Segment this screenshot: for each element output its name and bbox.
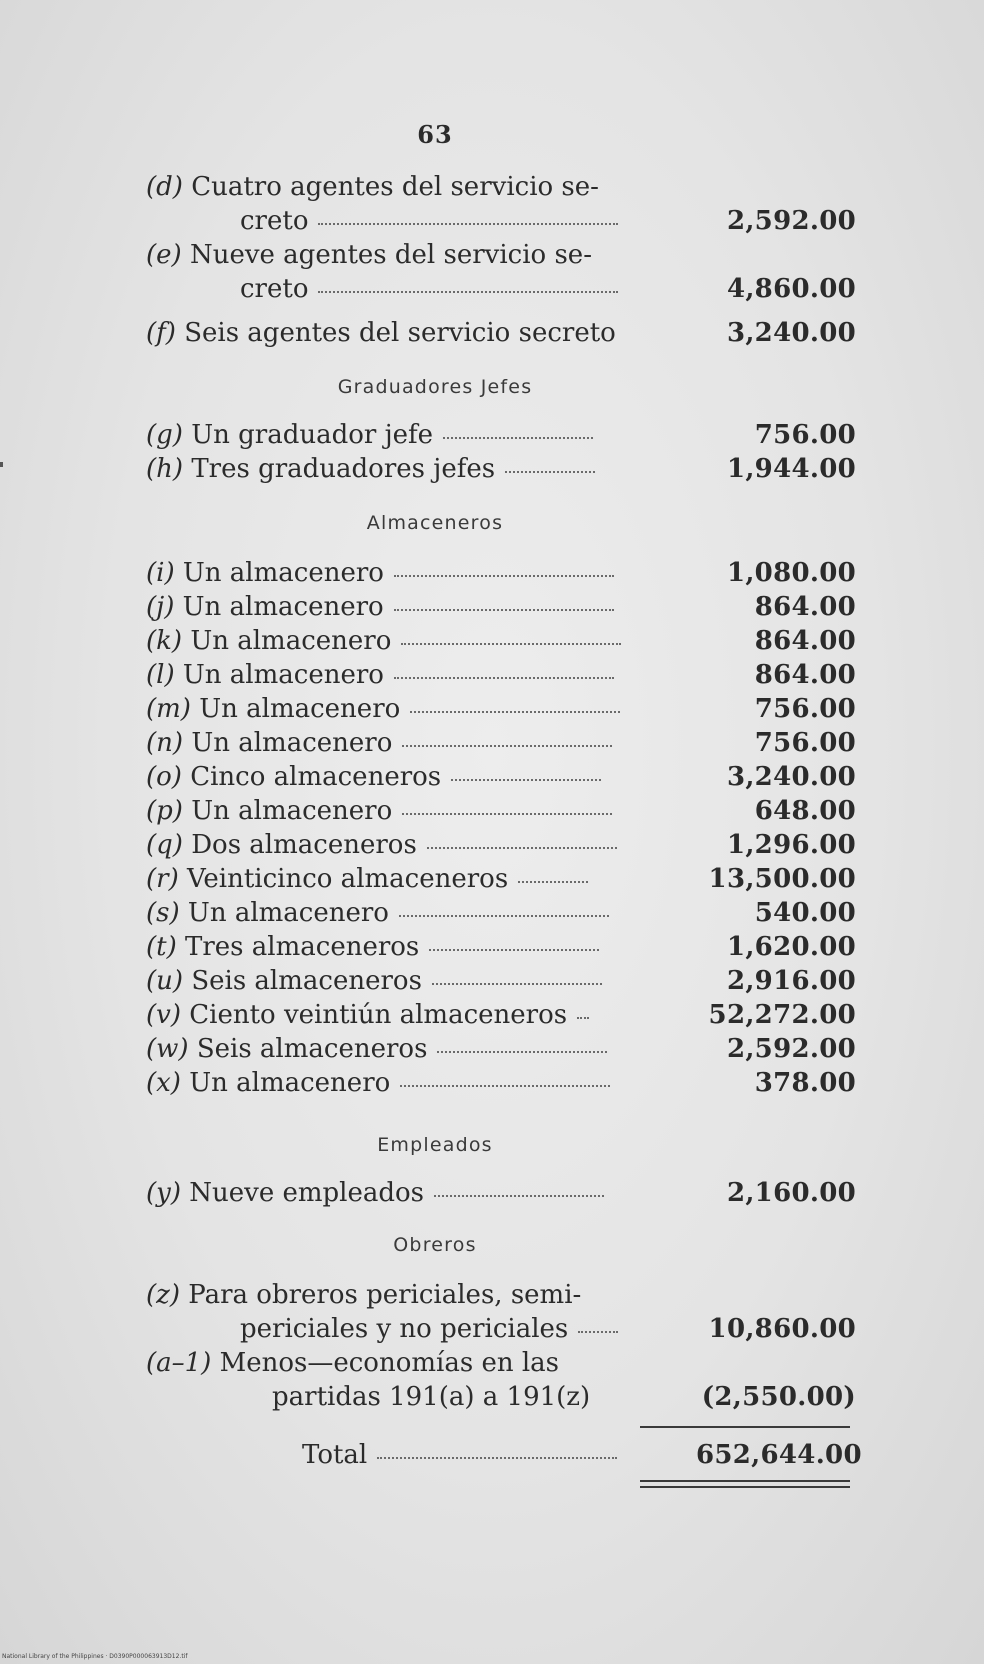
dot-leader xyxy=(401,643,621,645)
entry-amount: 648.00 xyxy=(754,796,856,826)
dot-leader xyxy=(437,1051,607,1053)
entry-amount: 378.00 xyxy=(754,1068,856,1098)
page-number: 63 xyxy=(417,120,453,149)
entry-s xyxy=(146,896,856,930)
entry-description-line-1: Cuatro agentes del servicio se- xyxy=(191,172,599,202)
entry-description-line-2: partidas 191(a) a 191(z) xyxy=(272,1382,591,1412)
entry-amount: 756.00 xyxy=(754,420,856,450)
entry-amount: 2,916.00 xyxy=(726,966,856,996)
entry-amount: 864.00 xyxy=(754,626,856,656)
dot-leader xyxy=(394,609,614,611)
entry-j xyxy=(146,590,856,624)
entry-m xyxy=(146,692,856,726)
entry-letter: (q) xyxy=(146,830,183,860)
section-heading-graduadores: Graduadores Jefes xyxy=(337,376,533,398)
entry-description: Tres graduadores jefes xyxy=(191,454,496,484)
entry-letter: (g) xyxy=(146,420,183,450)
entry-letter: (z) xyxy=(146,1280,180,1310)
entry-amount: 1,944.00 xyxy=(726,454,856,484)
entry-d xyxy=(146,170,856,238)
entry-description: Un almacenero xyxy=(190,626,392,656)
entry-v xyxy=(146,998,856,1032)
entry-t xyxy=(146,930,856,964)
entry-description-line-1: Nueve agentes del servicio se- xyxy=(189,240,592,270)
entry-letter: (x) xyxy=(146,1068,181,1098)
entry-description: Un almacenero xyxy=(199,694,401,724)
entry-k xyxy=(146,624,856,658)
entry-amount: 2,592.00 xyxy=(726,1034,856,1064)
entry-letter: (j) xyxy=(146,592,175,622)
entry-f xyxy=(146,316,856,350)
entry-q xyxy=(146,828,856,862)
entry-description: Un almacenero xyxy=(182,558,384,588)
total-label: Total xyxy=(302,1440,368,1470)
entry-letter: (r) xyxy=(146,864,179,894)
section-heading-empleados: Empleados xyxy=(377,1134,493,1156)
entry-description: Un almacenero xyxy=(187,898,389,928)
dot-leader xyxy=(410,711,620,713)
entry-description: Un almacenero xyxy=(189,1068,391,1098)
entry-description: Ciento veintiún almaceneros xyxy=(189,1000,568,1030)
dot-leader xyxy=(518,881,588,883)
dot-leader xyxy=(432,983,602,985)
entry-amount: (2,550.00) xyxy=(701,1382,856,1412)
entry-a-1 xyxy=(146,1346,856,1414)
entry-letter: (a–1) xyxy=(146,1348,212,1378)
dot-leader xyxy=(318,291,618,293)
entry-description-line-2: creto xyxy=(240,206,309,236)
entry-letter: (p) xyxy=(146,796,183,826)
entry-letter: (m) xyxy=(146,694,191,724)
entry-letter: (i) xyxy=(146,558,175,588)
entry-h xyxy=(146,452,856,486)
entry-g xyxy=(146,418,856,452)
entry-u xyxy=(146,964,856,998)
total-amount: 652,644.00 xyxy=(696,1440,862,1470)
scan-footer: National Library of the Philippines · D0390P000063913D12.tif xyxy=(2,1653,188,1660)
entry-description: Seis almaceneros xyxy=(196,1034,428,1064)
dot-leader xyxy=(427,847,617,849)
entry-amount: 756.00 xyxy=(754,728,856,758)
entry-l xyxy=(146,658,856,692)
entry-amount: 2,160.00 xyxy=(726,1178,856,1208)
entry-description: Un almacenero xyxy=(191,728,393,758)
entry-letter: (h) xyxy=(146,454,184,484)
dot-leader xyxy=(402,745,612,747)
dot-leader xyxy=(505,471,595,473)
entry-letter: (y) xyxy=(146,1178,181,1208)
subtotal-rule xyxy=(640,1426,850,1428)
total-double-rule xyxy=(640,1480,850,1488)
entry-letter: (l) xyxy=(146,660,175,690)
entry-amount: 3,240.00 xyxy=(726,318,856,348)
entry-letter: (d) xyxy=(146,172,183,202)
entry-amount: 864.00 xyxy=(754,592,856,622)
entry-description: Dos almaceneros xyxy=(191,830,417,860)
entry-description: Seis almaceneros xyxy=(191,966,422,996)
entry-letter: (w) xyxy=(146,1034,189,1064)
entry-r xyxy=(146,862,856,896)
dot-leader xyxy=(434,1195,604,1197)
dot-leader xyxy=(394,677,614,679)
entry-amount: 756.00 xyxy=(754,694,856,724)
dot-leader xyxy=(318,223,618,225)
dot-leader xyxy=(394,575,614,577)
entry-letter: (o) xyxy=(146,762,182,792)
entry-description-line-1: Para obreros periciales, semi- xyxy=(188,1280,582,1310)
entry-description-line-2: periciales y no periciales xyxy=(240,1314,569,1344)
entry-amount: 540.00 xyxy=(754,898,856,928)
entry-letter: (k) xyxy=(146,626,183,656)
entry-description: Veinticinco almaceneros xyxy=(186,864,509,894)
entry-amount: 4,860.00 xyxy=(726,274,856,304)
entry-letter: (v) xyxy=(146,1000,181,1030)
entry-description: Cinco almaceneros xyxy=(190,762,442,792)
entry-description: Un almacenero xyxy=(182,592,384,622)
entry-description: Nueve empleados xyxy=(189,1178,424,1208)
entry-letter: (s) xyxy=(146,898,180,928)
entry-amount: 2,592.00 xyxy=(726,206,856,236)
total-row xyxy=(146,1438,862,1472)
scan-mark xyxy=(0,462,3,467)
entry-n xyxy=(146,726,856,760)
entry-description: Tres almaceneros xyxy=(185,932,420,962)
dot-leader xyxy=(402,813,612,815)
entry-x xyxy=(146,1066,856,1100)
entry-p xyxy=(146,794,856,828)
entry-letter: (t) xyxy=(146,932,177,962)
dot-leader xyxy=(400,1085,610,1087)
entry-amount: 13,500.00 xyxy=(708,864,856,894)
entry-amount: 1,296.00 xyxy=(726,830,856,860)
dot-leader xyxy=(578,1331,618,1333)
entry-y xyxy=(146,1176,856,1210)
entry-description-line-1: Menos—economías en las xyxy=(219,1348,559,1378)
section-heading-almaceneros: Almaceneros xyxy=(366,512,504,534)
dot-leader xyxy=(577,1017,589,1019)
dot-leader xyxy=(377,1457,617,1459)
entry-o xyxy=(146,760,856,794)
section-heading-obreros: Obreros xyxy=(393,1234,477,1256)
entry-letter: (f) xyxy=(146,318,176,348)
entry-amount: 1,080.00 xyxy=(726,558,856,588)
entry-amount: 864.00 xyxy=(754,660,856,690)
entry-description: Un graduador jefe xyxy=(191,420,434,450)
dot-leader xyxy=(443,437,593,439)
entry-description: Un almacenero xyxy=(191,796,393,826)
entry-z xyxy=(146,1278,856,1346)
entry-amount: 1,620.00 xyxy=(726,932,856,962)
entry-w xyxy=(146,1032,856,1066)
entry-amount: 3,240.00 xyxy=(726,762,856,792)
entry-description: Seis agentes del servicio secreto xyxy=(184,318,616,348)
entry-letter: (n) xyxy=(146,728,184,758)
dot-leader xyxy=(451,779,601,781)
entry-amount: 52,272.00 xyxy=(708,1000,856,1030)
dot-leader xyxy=(429,949,599,951)
dot-leader xyxy=(399,915,609,917)
entry-letter: (u) xyxy=(146,966,184,996)
entry-description-line-2: creto xyxy=(240,274,309,304)
entry-amount: 10,860.00 xyxy=(708,1314,856,1344)
entry-description: Un almacenero xyxy=(182,660,384,690)
entry-i xyxy=(146,556,856,590)
entry-e xyxy=(146,238,856,306)
entry-letter: (e) xyxy=(146,240,182,270)
